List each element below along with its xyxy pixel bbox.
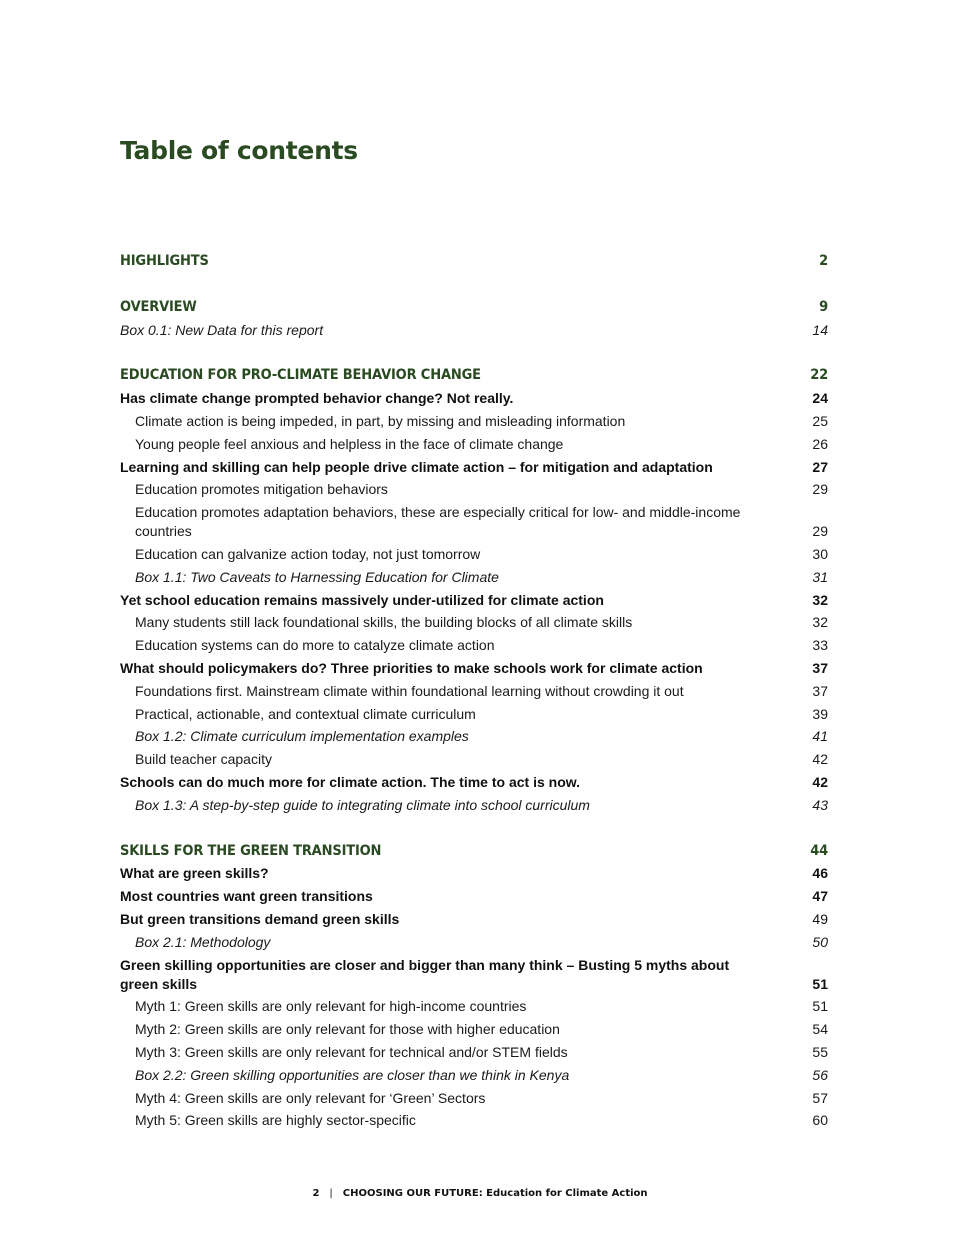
- footer-page-number: 2: [312, 1188, 320, 1199]
- toc-entry-page-number: 31: [812, 568, 828, 585]
- toc-entry-label: Box 1.2: Climate curriculum implementation examples: [135, 728, 469, 745]
- toc-entry-label: Yet school education remains massively under-utilized for climate action: [120, 591, 604, 608]
- toc-entry-label: But green transitions demand green skills: [120, 910, 400, 927]
- toc-entry-page-number: 29: [812, 523, 828, 540]
- toc-subsection-entry[interactable]: [120, 1020, 828, 1039]
- toc-entry-page-number: 49: [812, 910, 828, 927]
- page-title: Table of contents: [120, 136, 358, 165]
- toc-entry-page-number: 60: [812, 1112, 828, 1129]
- toc-entry-label: OVERVIEW: [120, 298, 197, 315]
- toc-entry-page-number: 37: [812, 682, 828, 699]
- toc-entry-label: Most countries want green transitions: [120, 888, 373, 905]
- toc-entry-label: Myth 4: Green skills are only relevant for ‘Green’ Sectors: [135, 1089, 486, 1106]
- toc-entry-label: Education can galvanize action today, not just tomorrow: [135, 545, 481, 562]
- toc-entry-page-number: 39: [812, 705, 828, 722]
- toc-subsection-entry[interactable]: [120, 503, 828, 541]
- toc-entry-label: Box 1.3: A step-by-step guide to integrating climate into school curriculum: [135, 796, 590, 813]
- toc-entry-page-number: 42: [812, 751, 828, 768]
- toc-entry-page-number: 32: [812, 614, 828, 631]
- toc-entry-label: Education promotes adaptation behaviors, these are especially critical for low- and middle-income countries: [135, 504, 741, 540]
- toc-box-entry[interactable]: [120, 1066, 828, 1085]
- toc-subsection-entry[interactable]: [120, 1089, 828, 1108]
- toc-entry-page-number: 54: [812, 1021, 828, 1038]
- toc-box-entry[interactable]: [120, 568, 828, 587]
- toc-subsection-entry[interactable]: [120, 682, 828, 701]
- toc-box-entry[interactable]: [120, 796, 828, 815]
- section-gap: [120, 275, 828, 298]
- toc-chapter-entry[interactable]: [120, 910, 828, 929]
- toc-entry-page-number: 2: [819, 253, 828, 269]
- toc-section-heading[interactable]: [120, 252, 828, 271]
- toc-entry-label: Practical, actionable, and contextual climate curriculum: [135, 705, 476, 722]
- section-gap: [120, 343, 828, 366]
- toc-entry-label: What should policymakers do? Three priorities to make schools work for climate action: [120, 659, 703, 676]
- toc-entry-page-number: 50: [812, 933, 828, 950]
- toc-entry-label: Foundations first. Mainstream climate within foundational learning without crowding it out: [135, 682, 684, 699]
- toc-chapter-entry[interactable]: [120, 773, 828, 792]
- toc-chapter-entry[interactable]: [120, 887, 828, 906]
- toc-entry-label: What are green skills?: [120, 865, 269, 882]
- toc-box-entry[interactable]: [120, 321, 828, 340]
- toc-entry-page-number: 51: [812, 998, 828, 1015]
- toc-subsection-entry[interactable]: [120, 480, 828, 499]
- toc-entry-label: Green skilling opportunities are closer and bigger than many think – Busting 5 myths about green skills: [120, 956, 730, 992]
- toc-entry-page-number: 57: [812, 1089, 828, 1106]
- toc-entry-label: Education promotes mitigation behaviors: [135, 481, 388, 498]
- toc-entry-label: Climate action is being impeded, in part, by missing and misleading information: [135, 412, 626, 429]
- toc-box-entry[interactable]: [120, 727, 828, 746]
- toc-entry-page-number: 43: [812, 796, 828, 813]
- toc-entry-page-number: 42: [812, 773, 828, 790]
- toc-entry-page-number: 56: [812, 1066, 828, 1083]
- toc-subsection-entry[interactable]: [120, 545, 828, 564]
- toc-entry-page-number: 9: [819, 298, 828, 315]
- footer-publication-title: CHOOSING OUR FUTURE: Education for Climate Action: [342, 1188, 648, 1199]
- toc-subsection-entry[interactable]: [120, 705, 828, 724]
- toc-entry-page-number: 29: [812, 481, 828, 498]
- toc-subsection-entry[interactable]: [120, 750, 828, 769]
- toc-entry-page-number: 32: [812, 591, 828, 608]
- toc-entry-page-number: 26: [812, 435, 828, 452]
- footer-separator: |: [329, 1188, 333, 1199]
- toc-subsection-entry[interactable]: [120, 997, 828, 1016]
- toc-entry-label: Myth 2: Green skills are only relevant for those with higher education: [135, 1021, 560, 1038]
- toc-entry-label: Education systems can do more to catalyze climate action: [135, 637, 495, 654]
- toc-chapter-entry[interactable]: [120, 458, 828, 477]
- toc-entry-page-number: 46: [812, 865, 828, 882]
- toc-box-entry[interactable]: [120, 933, 828, 952]
- toc-entry-label: Box 0.1: New Data for this report: [120, 321, 324, 338]
- toc-entry-page-number: 37: [812, 659, 828, 676]
- toc-entry-page-number: 14: [812, 321, 828, 338]
- toc-subsection-entry[interactable]: [120, 1043, 828, 1062]
- toc-entry-label: Build teacher capacity: [135, 751, 272, 768]
- toc-entry-label: Has climate change prompted behavior change? Not really.: [120, 390, 514, 407]
- toc-entry-label: Myth 3: Green skills are only relevant for technical and/or STEM fields: [135, 1043, 568, 1060]
- toc-entry-label: Box 2.1: Methodology: [135, 933, 271, 950]
- toc-chapter-entry[interactable]: [120, 956, 828, 994]
- toc-entry-page-number: 55: [812, 1043, 828, 1060]
- toc-entry-label: HIGHLIGHTS: [120, 253, 209, 269]
- toc-entry-label: EDUCATION FOR PRO-CLIMATE BEHAVIOR CHANGE: [120, 367, 481, 384]
- toc-entry-label: Myth 5: Green skills are highly sector-specific: [135, 1112, 416, 1129]
- toc-entry-page-number: 41: [812, 728, 828, 745]
- toc-entry-page-number: 27: [812, 458, 828, 475]
- section-gap: [120, 819, 828, 842]
- toc-chapter-entry[interactable]: [120, 591, 828, 610]
- toc-entry-page-number: 44: [810, 842, 828, 859]
- toc-chapter-entry[interactable]: [120, 864, 828, 883]
- toc-chapter-entry[interactable]: [120, 389, 828, 408]
- toc-entry-page-number: 30: [812, 545, 828, 562]
- toc-subsection-entry[interactable]: [120, 636, 828, 655]
- toc-entry-page-number: 33: [812, 637, 828, 654]
- toc-subsection-entry[interactable]: [120, 613, 828, 632]
- toc-section-heading[interactable]: [120, 366, 828, 385]
- toc-entry-label: Schools can do much more for climate action. The time to act is now.: [120, 773, 581, 790]
- toc-entry-label: Myth 1: Green skills are only relevant for high-income countries: [135, 998, 527, 1015]
- toc-section-heading[interactable]: [120, 298, 828, 317]
- toc-entry-page-number: 51: [812, 975, 828, 992]
- toc-entry-page-number: 24: [812, 390, 828, 407]
- toc-subsection-entry[interactable]: [120, 412, 828, 431]
- toc-entry-label: Learning and skilling can help people drive climate action – for mitigation and adaptation: [120, 458, 713, 475]
- toc-entry-label: SKILLS FOR THE GREEN TRANSITION: [120, 842, 382, 859]
- toc-entry-label: Young people feel anxious and helpless in the face of climate change: [135, 435, 564, 452]
- toc-entry-page-number: 25: [812, 412, 828, 429]
- toc-entry-label: Box 1.1: Two Caveats to Harnessing Education for Climate: [135, 568, 499, 585]
- page-footer: [0, 1188, 960, 1199]
- table-of-contents: [120, 252, 828, 1134]
- toc-chapter-entry[interactable]: [120, 659, 828, 678]
- toc-entry-page-number: 22: [810, 367, 828, 384]
- toc-entry-page-number: 47: [812, 888, 828, 905]
- toc-entry-label: Box 2.2: Green skilling opportunities are closer than we think in Kenya: [135, 1066, 570, 1083]
- toc-subsection-entry[interactable]: [120, 435, 828, 454]
- toc-section-heading[interactable]: [120, 842, 828, 861]
- toc-subsection-entry[interactable]: [120, 1111, 828, 1130]
- toc-entry-label: Many students still lack foundational skills, the building blocks of all climate skills: [135, 614, 633, 631]
